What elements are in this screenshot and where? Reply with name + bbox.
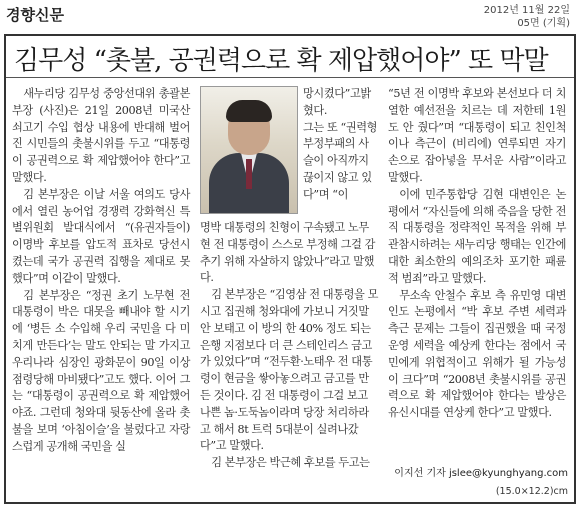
- article-column-2-top: [303, 86, 378, 204]
- clipping-size-note: (15.0×12.2)cm: [495, 486, 568, 497]
- portrait-hair: [226, 100, 272, 122]
- article-headline: 김무성 “촛불, 공권력으로 확 제압했어야” 또 막말: [14, 46, 548, 76]
- paragraph: 김 본부장은 박근혜 후보를 두고는: [211, 456, 370, 470]
- newspaper-masthead: 경향신문: [6, 6, 64, 24]
- dateline: [484, 4, 570, 30]
- paragraph: 김 본부장은 이날 서울 여의도 당사에서 열린 농어업 경쟁력 강화혁신 특별위원회 발대식에서 “(유권자들이) 이명박 후보를 압도적 표차로 당선시켰는데 국가 공권력 집행을 제대로 못했다”며 이같이 말했다.: [12, 187, 190, 285]
- paragraph: 김 본부장은 “김영삼 전 대통령을 모시고 집권해 청와대에 가보니 거짓말 안 보태고 이 방의 한 40% 정도 되는 은행 지점보다 더 큰 스테인리스 금고가 있었다”며 “전두환·노태우 전 대통령이 현금을 쌓아놓으려고 금고를 만든 것이다. 김 전 대통령이 그걸 보고 나쁜 놈·도둑놈이라며 당장 처리하라고 해서 8t 트럭 5대분이 실려나갔다”고 말했다.: [200, 288, 378, 453]
- publication-date: 2012년 11월 22일: [483, 5, 570, 16]
- paragraph: 명박 대통령의 친형이 구속됐고 노무현 전 대통령이 스스로 부정해 그걸 감추기 위해 자살하지 않았나”라고 말했다.: [200, 221, 376, 285]
- headline-divider: [6, 77, 574, 78]
- page-info: 05면 (기획): [517, 18, 570, 29]
- paragraph: 무소속 안철수 후보 측 유민영 대변인도 논평에서 “박 후보 주변 세력과 측근 문제는 그들이 집권했을 때 국정 운영 세력을 예상케 한다는 점에서 국민에게 위협적이고 위해가 될 가능성이 크다”며 “2008년 촛불시위를 공권력으로 확 제압했어야 한다는 발상은 유신시대를 연상케 한다”고 말했다.: [388, 288, 566, 420]
- paragraph: 망시켰다”고밝혔다. 그는 또 “권력형 부정부패의 사슬이 아직까지 끊이지 않고 있다”며 “이: [303, 87, 378, 201]
- person-portrait-photo: [200, 86, 298, 214]
- portrait-tie: [246, 159, 252, 189]
- article-column-3: [388, 86, 566, 422]
- paragraph: “5년 전 이명박 후보와 본선보다 더 치열한 예선전을 치르는 데 저한테 1원도 안 줬다”며 “대통령이 되고 친인척이나 측근이 (비리에) 연루되면 자기 손으로 잡아넣을 무서운 사람”이라고 말했다.: [388, 87, 566, 184]
- article-column-1: [12, 86, 190, 456]
- paragraph: 이에 민주통합당 김현 대변인은 논평에서 “자신들에 의해 죽음을 당한 전직 대통령을 정략적인 목적을 위해 부관참시하려는 새누리당 행태는 인간에 대한 최소한의 예의조차 포기한 패륜적 범죄”라고 말했다.: [388, 187, 566, 285]
- paragraph: 김 본부장은 “정권 초기 노무현 전 대통령이 박은 대못을 빼내야 할 시기에 ‘병든 소 수입해 우리 국민을 다 미치게 만든다’는 말도 안되는 말 가지고 우리나라 심장인 광화문이 90일 이상 점령당해 마비됐다”고도 했다. 이어 그는 “대통령이 공권력으로 확 제압했어야죠. 그런데 청와대 뒷동산에 올라 촛불을 보며 ‘아침이슬’을 불렀다고 자랑스럽게 공개해 국민을 실: [12, 288, 190, 453]
- article-column-2: [200, 220, 378, 472]
- paragraph: 새누리당 김무성 중앙선대위 총괄본부장 (사진)은 21일 2008년 미국산 쇠고기 수입 협상 내용에 반대해 벌어진 시민들의 촛불시위를 두고 “대통령이 공권력으로 확 제압했어야 한다”고 말했다.: [12, 87, 190, 184]
- reporter-byline: 이지선 기자 jslee@kyunghyang.com: [394, 468, 568, 479]
